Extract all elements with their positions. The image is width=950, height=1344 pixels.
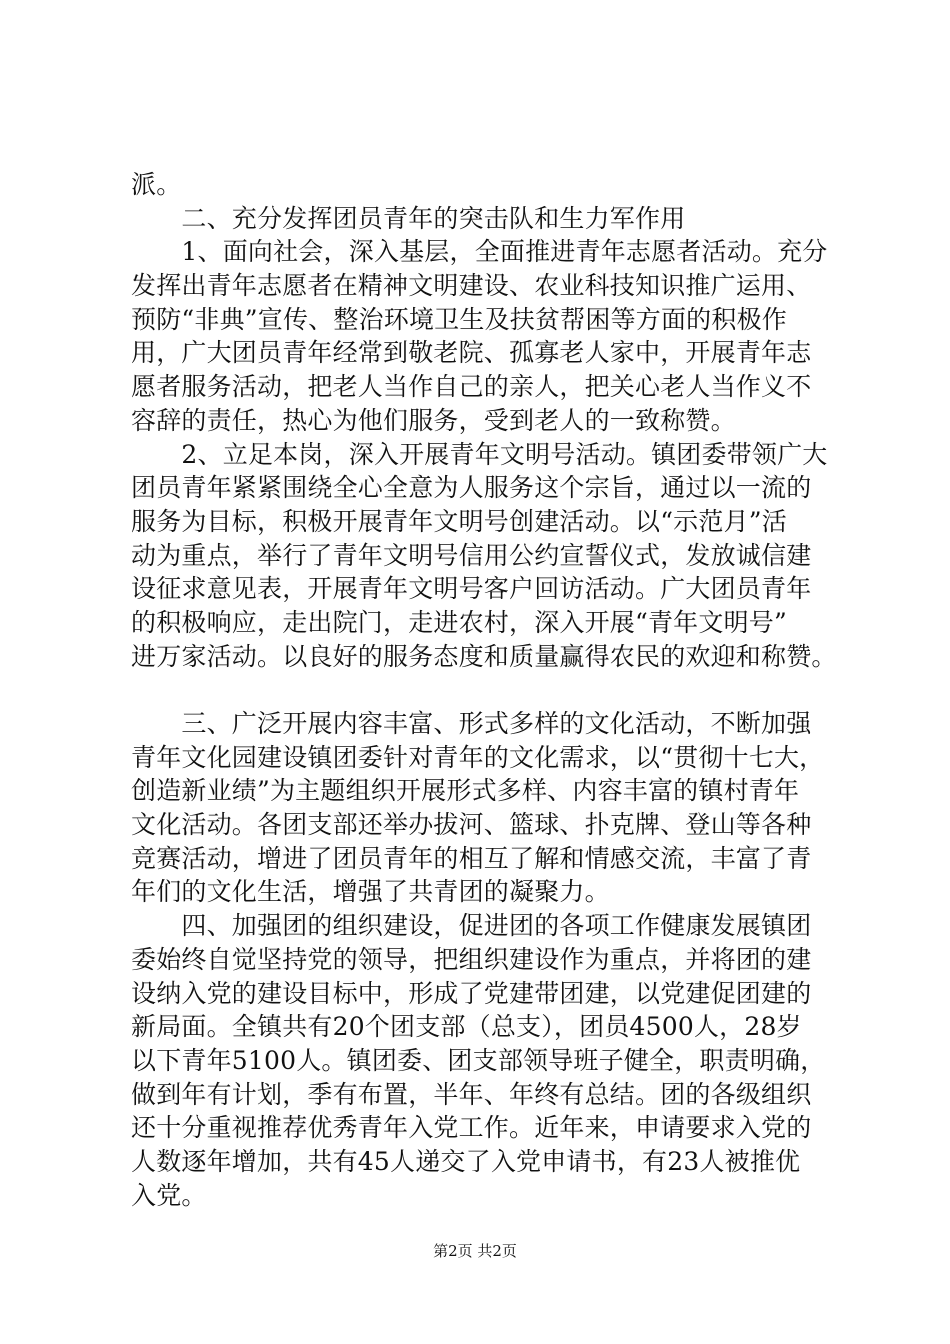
text-line: 文化活动。各团支部还举办拔河、篮球、扑克牌、登山等各种 <box>131 810 812 840</box>
text-line: 还十分重视推荐优秀青年入党工作。近年来，申请要求入党的 <box>131 1113 812 1143</box>
text-line: 委始终自觉坚持党的领导，把组织建设作为重点，并将团的建 <box>131 944 812 974</box>
text-line: 派。 <box>131 170 182 199</box>
text-line: 动为重点，举行了青年文明号信用公约宣誓仪式，发放诚信建 <box>131 540 812 570</box>
text-line: 三、广泛开展内容丰富、形式多样的文化活动，不断加强 <box>131 709 812 738</box>
text-line: 容辞的责任，热心为他们服务，受到老人的一致称赞。 <box>131 405 736 435</box>
text-line: 服务为目标，积极开展青年文明号创建活动。以“示范月”活 <box>131 506 787 536</box>
text-line: 新局面。全镇共有20个团支部（总支），团员4500人，28岁 <box>131 1012 802 1042</box>
text-line: 四、加强团的组织建设，促进团的各项工作健康发展镇团 <box>131 911 812 941</box>
text-line: 的积极响应，走出院门，走进农村，深入开展“青年文明号” <box>131 607 787 637</box>
page-number: 第2页 共2页 <box>433 1242 517 1260</box>
text-line: 愿者服务活动，把老人当作自己的亲人，把关心老人当作义不 <box>131 372 812 402</box>
text-line: 设纳入党的建设目标中，形成了党建带团建，以党建促团建的 <box>131 978 812 1008</box>
text-line: 竞赛活动，增进了团员青年的相互了解和情感交流，丰富了青 <box>131 843 812 873</box>
text-line: 以下青年5100人。镇团委、团支部领导班子健全，职责明确， <box>131 1045 826 1075</box>
document-body <box>131 168 851 1212</box>
text-line: 用，广大团员青年经常到敬老院、孤寡老人家中，开展青年志 <box>131 338 812 368</box>
text-line: 创造新业绩”为主题组织开展形式多样、内容丰富的镇村青年 <box>131 776 800 806</box>
text-line: 青年文化园建设镇团委针对青年的文化需求，以“贯彻十七大， <box>131 742 825 772</box>
text-line: 入党。 <box>131 1180 207 1210</box>
text-line: 2、立足本岗，深入开展青年文明号活动。镇团委带领广大 <box>131 439 828 469</box>
text-line: 进万家活动。以良好的服务态度和质量赢得农民的欢迎和称赞。 <box>131 641 837 671</box>
text-line: 设征求意见表，开展青年文明号客户回访活动。广大团员青年 <box>131 574 812 604</box>
text-line: 1、面向社会，深入基层，全面推进青年志愿者活动。充分 <box>131 237 828 267</box>
text-line: 做到年有计划，季有布置，半年、年终有总结。团的各级组织 <box>131 1079 812 1109</box>
section-heading: 二、充分发挥团员青年的突击队和生力军作用 <box>131 203 686 233</box>
text-line: 团员青年紧紧围绕全心全意为人服务这个宗旨，通过以一流的 <box>131 473 812 503</box>
text-line: 发挥出青年志愿者在精神文明建设、农业科技知识推广运用、 <box>131 271 812 301</box>
text-line: 年们的文化生活，增强了共青团的凝聚力。 <box>131 877 610 907</box>
paragraph-spacer <box>131 673 851 707</box>
text-line: 人数逐年增加，共有45人递交了入党申请书，有23人被推优 <box>131 1146 801 1176</box>
text-line: 预防“非典”宣传、整治环境卫生及扶贫帮困等方面的积极作 <box>131 304 787 334</box>
page-footer <box>0 1241 950 1261</box>
